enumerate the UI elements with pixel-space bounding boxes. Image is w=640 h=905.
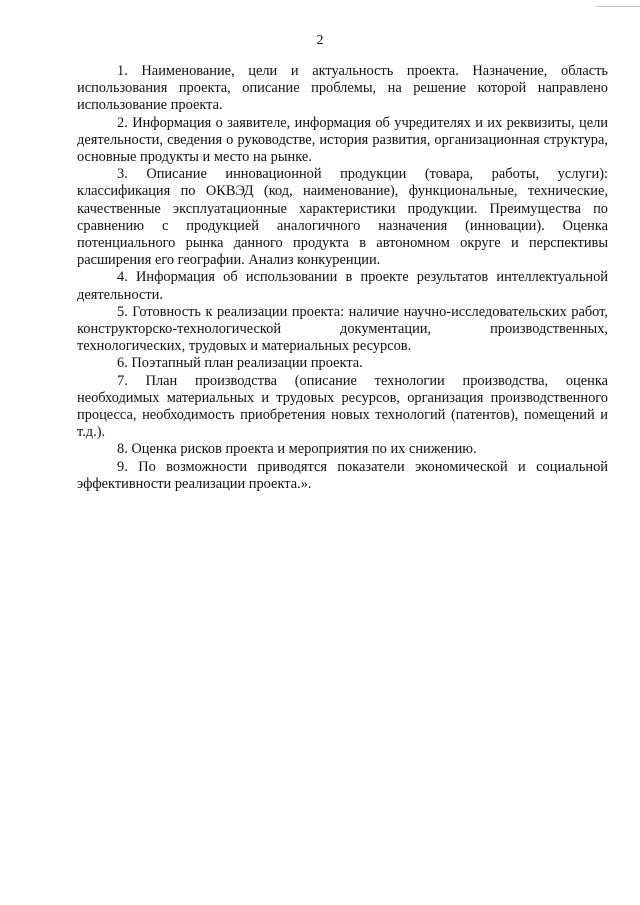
scan-corner-mark — [596, 0, 640, 7]
list-item-9: 9. По возможности приводятся показатели экономической и социальной эффективности реализации проекта.». — [77, 458, 608, 492]
list-item-8: 8. Оценка рисков проекта и мероприятия по их снижению. — [117, 441, 477, 458]
page-number: 2 — [316, 33, 324, 48]
list-item-1: 1. Наименование, цели и актуальность проекта. Назначение, область использования проекта, описание проблемы, на решение которой направлено использование проекта. — [77, 63, 608, 114]
list-item-7: 7. План производства (описание технологии производства, оценка необходимых материальных и трудовых ресурсов, организация производственного процесса, необходимость приобретения новых технологий (патентов), помещений и т.д.). — [77, 372, 608, 441]
list-item-2: 2. Информация о заявителе, информация об учредителях и их реквизиты, цели деятельности, сведения о руководстве, история развития, организационная структура, основные продукты и место на рынке. — [77, 114, 608, 166]
document-body — [77, 63, 608, 493]
list-item-4: 4. Информация об использовании в проекте результатов интеллектуальной деятельности. — [77, 269, 608, 303]
list-item-5: 5. Готовность к реализации проекта: наличие научно-исследовательских работ, конструкторско-технологической документации, производственных, технологических, трудовых и материальных ресурсов. — [77, 303, 608, 355]
list-item-3: 3. Описание инновационной продукции (товара, работы, услуги): классификация по ОКВЭД (код, наименование), функциональные, технические, качественные эксплуатационные характеристики продукции. Преимущества по сравнению с продукцией аналогичного назначения (инновации). Оценка потенциального рынка данного продукта в автономном округе и перспективы расширения его географии. Анализ конкуренции. — [77, 166, 608, 269]
list-item-6: 6. Поэтапный план реализации проекта. — [117, 355, 363, 372]
